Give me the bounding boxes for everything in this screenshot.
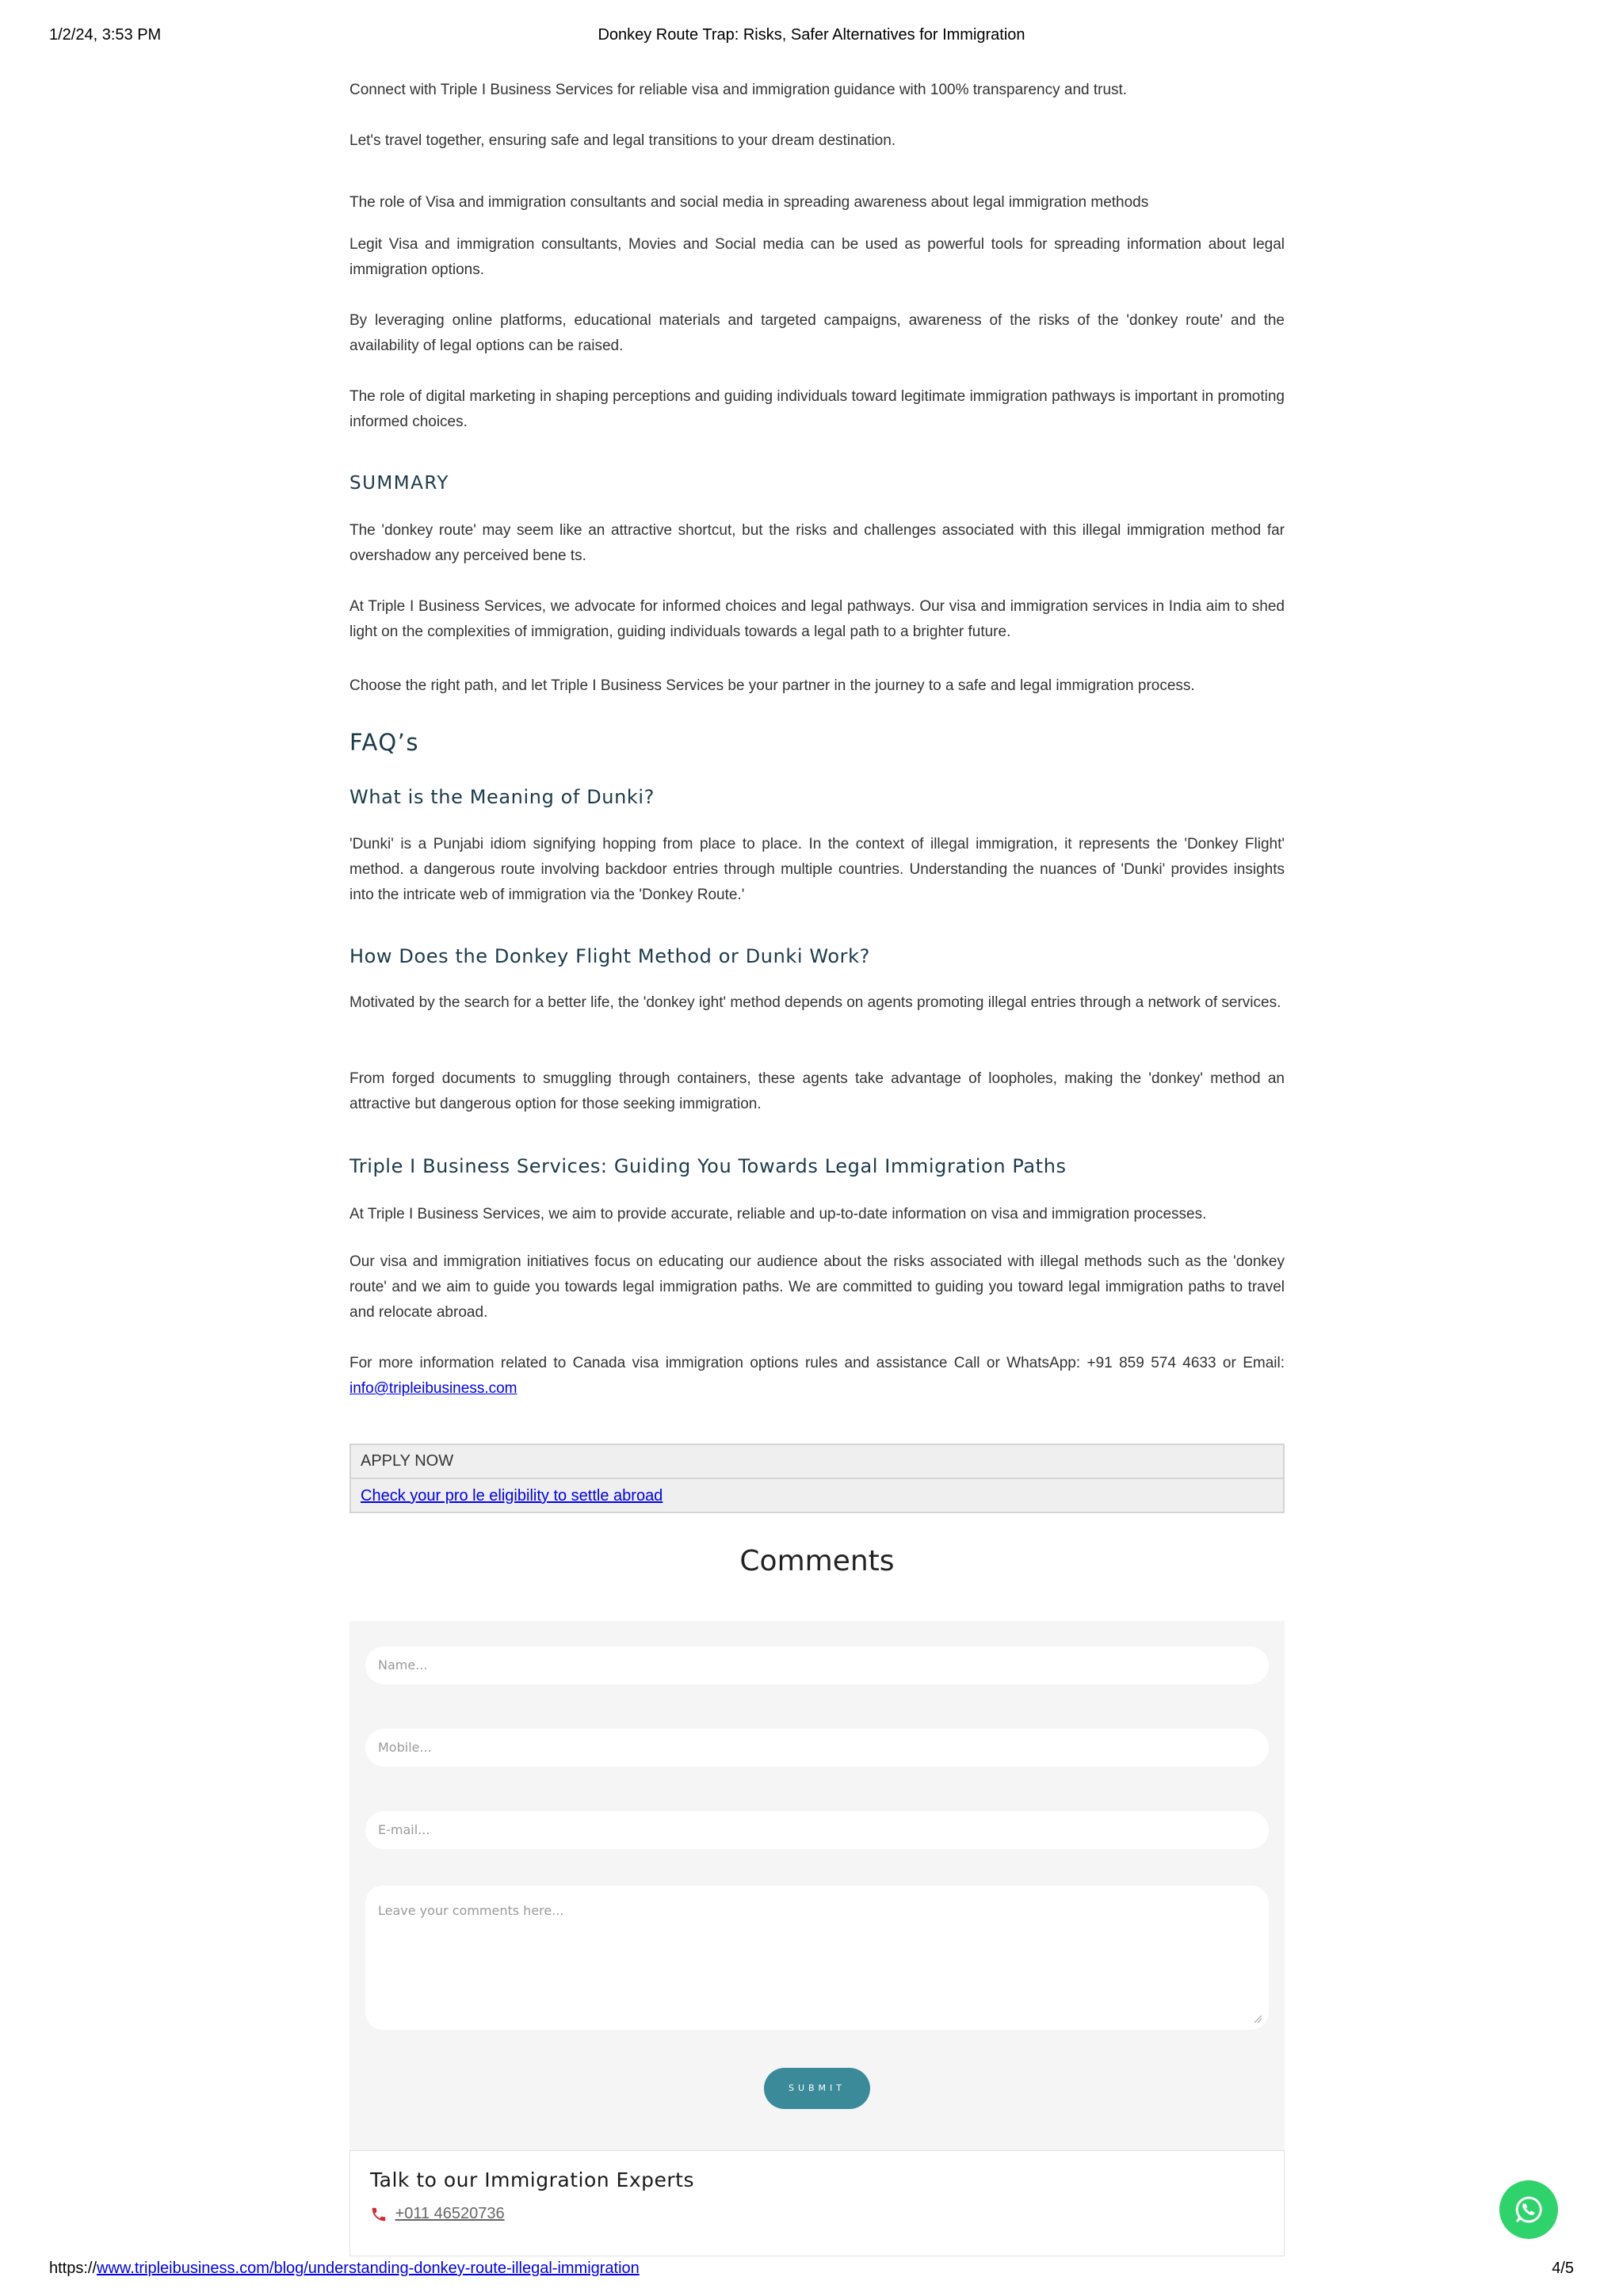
page-number: 4/5 xyxy=(1552,2260,1574,2277)
phone-icon xyxy=(370,2206,388,2223)
mobile-input[interactable]: Mobile... xyxy=(365,1729,1269,1767)
paragraph-summary-1: The 'donkey route' may seem like an attractive shortcut, but the risks and challenges associated with this illegal immigration method far overshadow any perceived bene ts. xyxy=(349,522,1285,564)
summary-heading: SUMMARY xyxy=(349,473,449,494)
faq-answer-3-1: At Triple I Business Services, we aim to provide accurate, reliable and up-to-date information on visa and immigration processes. xyxy=(349,1206,1207,1222)
faq-answer-2-1: Motivated by the search for a better life, the 'donkey ight' method depends on agents promoting illegal entries through a network of services. xyxy=(349,994,1281,1011)
whatsapp-button[interactable] xyxy=(1499,2180,1558,2239)
paragraph-leveraging: By leveraging online platforms, educational materials and targeted campaigns, awareness of the risks of the 'donkey route' and the availability of legal options can be raised. xyxy=(349,312,1285,354)
faq-question-2: How Does the Donkey Flight Method or Dunki Work? xyxy=(349,945,870,967)
comment-placeholder: Leave your comments here... xyxy=(378,1903,564,1918)
paragraph-digital-marketing: The role of digital marketing in shaping perceptions and guiding individuals toward legitimate immigration pathways is important in promoting informed choices. xyxy=(349,388,1285,430)
page-url xyxy=(49,2260,640,2278)
faq-question-1: What is the Meaning of Dunki? xyxy=(349,786,655,808)
url-prefix: https:// xyxy=(49,2260,97,2277)
eligibility-link[interactable]: Check your pro le eligibility to settle abroad xyxy=(361,1487,663,1505)
faq-answer-3-3 xyxy=(349,1351,1285,1402)
comment-form xyxy=(349,1621,1285,2150)
experts-title: Talk to our Immigration Experts xyxy=(370,2168,695,2191)
experts-box xyxy=(349,2150,1285,2256)
print-page-title: Donkey Route Trap: Risks, Safer Alternatives for Immigration xyxy=(598,26,1025,44)
faq-heading: FAQ’s xyxy=(349,729,420,756)
faq-question-3: Triple I Business Services: Guiding You Towards Legal Immigration Paths xyxy=(349,1155,1067,1177)
submit-button[interactable]: SUBMIT xyxy=(764,2068,870,2109)
phone-number[interactable]: +011 46520736 xyxy=(395,2205,505,2222)
resize-grip-icon[interactable] xyxy=(1253,2014,1262,2023)
comments-title: Comments xyxy=(739,1545,895,1577)
email-input[interactable]: E-mail... xyxy=(365,1811,1269,1849)
print-header xyxy=(49,26,1574,50)
print-datetime: 1/2/24, 3:53 PM xyxy=(49,26,162,44)
contact-text: For more information related to Canada visa immigration options rules and assistance Call or WhatsApp: +91 859 574 4633 or Email: xyxy=(349,1355,1285,1371)
comment-textarea[interactable] xyxy=(365,1886,1269,2030)
apply-now-box xyxy=(349,1444,1285,1513)
faq-answer-3-2: Our visa and immigration initiatives focus on educating our audience about the risks associated with illegal methods such as the 'donkey route' and we aim to guide you towards legal immigration paths. We are committed to guiding you toward legal immigration paths to travel and relocate abroad. xyxy=(349,1253,1285,1321)
paragraph-legit: Legit Visa and immigration consultants, Movies and Social media can be used as powerful tools for spreading information about legal immigration options. xyxy=(349,236,1285,278)
faq-answer-1: 'Dunki' is a Punjabi idiom signifying hopping from place to place. In the context of illegal immigration, it represents the 'Donkey Flight' method. a dangerous route involving backdoor entries through multiple countries. Understanding the nuances of 'Dunki' provides insights into the intricate web of immigration via the 'Donkey Route.' xyxy=(349,836,1285,903)
print-footer xyxy=(49,2260,1574,2283)
experts-phone[interactable] xyxy=(370,2202,505,2225)
faq-answer-2-2: From forged documents to smuggling through containers, these agents take advantage of loopholes, making the 'donkey' method an attractive but dangerous option for those seeking immigration. xyxy=(349,1070,1285,1112)
email-link[interactable]: info@tripleibusiness.com xyxy=(349,1380,517,1397)
paragraph-summary-2: At Triple I Business Services, we advocate for informed choices and legal pathways. Our visa and immigration services in India aim to shed light on the complexities of immigration, guiding individuals towards a legal path to a brighter future. xyxy=(349,598,1285,640)
whatsapp-icon xyxy=(1513,2194,1545,2225)
paragraph-travel: Let's travel together, ensuring safe and legal transitions to your dream destination. xyxy=(349,132,896,149)
paragraph-connect: Connect with Triple I Business Services for reliable visa and immigration guidance with 100% transparency and trust. xyxy=(349,82,1128,98)
name-input[interactable]: Name... xyxy=(365,1646,1269,1684)
apply-now-row xyxy=(351,1481,1283,1513)
apply-now-header: APPLY NOW xyxy=(351,1445,1283,1479)
paragraph-summary-3: Choose the right path, and let Triple I Business Services be your partner in the journey to a safe and legal immigration process. xyxy=(349,677,1195,694)
paragraph-role-heading: The role of Visa and immigration consultants and social media in spreading awareness about legal immigration methods xyxy=(349,194,1149,211)
page-url-link[interactable]: www.tripleibusiness.com/blog/understanding-donkey-route-illegal-immigration xyxy=(97,2260,640,2277)
